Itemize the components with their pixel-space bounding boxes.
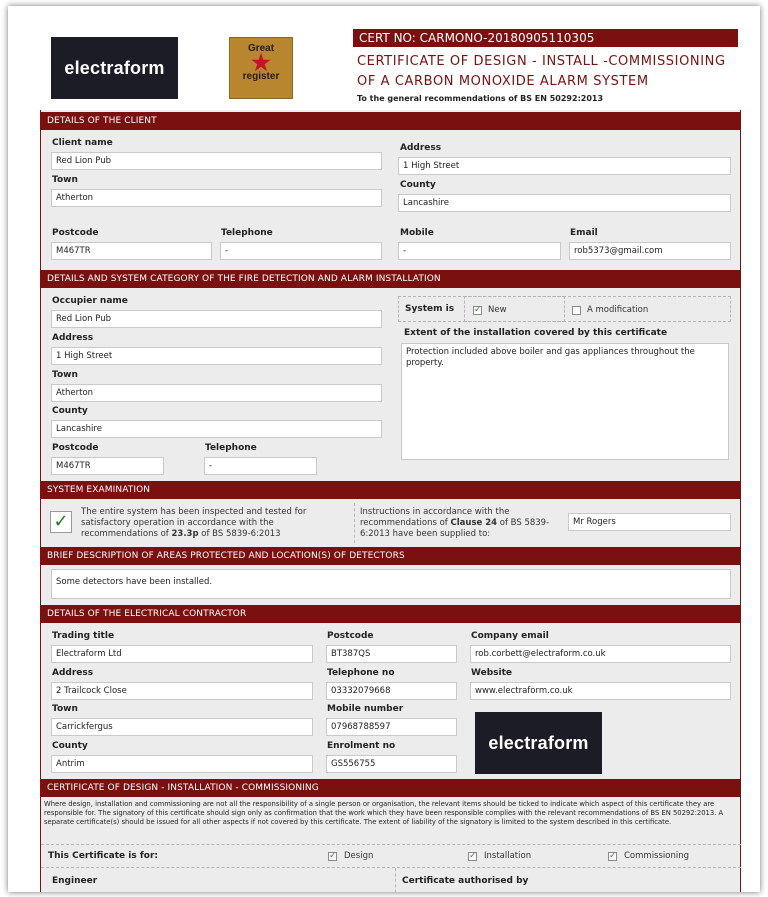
modification-checkbox[interactable] bbox=[572, 306, 581, 315]
contractor-email-label: Company email bbox=[471, 631, 549, 641]
modification-label: A modification bbox=[587, 305, 649, 315]
contractor-enrolment-field[interactable]: GS556755 bbox=[326, 755, 457, 773]
certificate-for-label: This Certificate is for: bbox=[48, 851, 158, 861]
inspection-text-b: of BS 5839-6:2013 bbox=[198, 529, 281, 539]
areas-description-field[interactable]: Some detectors have been installed. bbox=[51, 569, 731, 599]
section-examination-heading: SYSTEM EXAMINATION bbox=[40, 481, 741, 499]
inst-town-label: Town bbox=[52, 370, 78, 380]
contractor-county-field[interactable]: Antrim bbox=[51, 755, 313, 773]
contractor-postcode-field[interactable]: BT387QS bbox=[326, 645, 457, 663]
commissioning-checkbox[interactable]: ✓ bbox=[609, 851, 617, 861]
contractor-telephone-label: Telephone no bbox=[327, 668, 395, 678]
inst-postcode-field[interactable]: M467TR bbox=[51, 457, 164, 475]
contractor-email-field[interactable]: rob.corbett@electraform.co.uk bbox=[470, 645, 731, 663]
great-register-badge bbox=[229, 37, 293, 99]
client-telephone-field[interactable]: - bbox=[220, 242, 382, 260]
installation-label: Installation bbox=[484, 851, 532, 861]
inst-postcode-label: Postcode bbox=[52, 443, 99, 453]
contractor-town-label: Town bbox=[52, 704, 78, 714]
trading-field[interactable]: Electraform Ltd bbox=[51, 645, 313, 663]
section-client-heading: DETAILS OF THE CLIENT bbox=[40, 112, 741, 130]
instructions-statement bbox=[360, 507, 556, 540]
contractor-mobile-label: Mobile number bbox=[327, 704, 404, 714]
contractor-website-label: Website bbox=[471, 668, 513, 678]
star-icon: ★ bbox=[251, 50, 271, 75]
client-telephone-label: Telephone bbox=[221, 228, 273, 238]
occupier-label: Occupier name bbox=[52, 296, 128, 306]
inspection-checkbox[interactable]: ✓ bbox=[50, 511, 72, 533]
instructions-text-a: Instructions in accordance with the recommendations of bbox=[360, 507, 510, 528]
cert-subtitle: To the general recommendations of BS EN 50292:2013 bbox=[357, 94, 604, 103]
inspection-statement bbox=[81, 507, 351, 540]
section-contractor-heading: DETAILS OF THE ELECTRICAL CONTRACTOR bbox=[40, 605, 741, 623]
new-checkbox[interactable]: ✓ bbox=[474, 305, 482, 315]
certificate-page bbox=[8, 6, 760, 892]
cert-number: CERT NO: CARMONO-20180905110305 bbox=[353, 29, 738, 47]
section-certificate-heading: CERTIFICATE OF DESIGN - INSTALLATION - COMMISSIONING bbox=[40, 779, 741, 797]
client-town-label: Town bbox=[52, 175, 78, 185]
commissioning-label: Commissioning bbox=[624, 851, 690, 861]
inst-telephone-label: Telephone bbox=[205, 443, 257, 453]
design-label: Design bbox=[344, 851, 374, 861]
cert-title-line2: OF A CARBON MONOXIDE ALARM SYSTEM bbox=[357, 74, 649, 89]
client-mobile-field[interactable]: - bbox=[398, 242, 561, 260]
inst-address-field[interactable]: 1 High Street bbox=[51, 347, 382, 365]
inst-county-label: County bbox=[52, 406, 88, 416]
installation-checkbox[interactable]: ✓ bbox=[469, 851, 477, 861]
inst-county-field[interactable]: Lancashire bbox=[51, 420, 382, 438]
cert-title-line1: CERTIFICATE OF DESIGN - INSTALL -COMMISSIONING bbox=[357, 54, 726, 69]
contractor-website-field[interactable]: www.electraform.co.uk bbox=[470, 682, 731, 700]
design-checkbox[interactable]: ✓ bbox=[329, 851, 337, 861]
client-county-field[interactable]: Lancashire bbox=[398, 194, 731, 212]
authorised-label: Certificate authorised by bbox=[402, 876, 529, 886]
client-address-label: Address bbox=[400, 143, 442, 153]
client-address-field[interactable]: 1 High Street bbox=[398, 157, 731, 175]
inspection-clause: 23.3p bbox=[171, 529, 199, 539]
client-postcode-field[interactable]: M467TR bbox=[51, 242, 212, 260]
section-installation-heading: DETAILS AND SYSTEM CATEGORY OF THE FIRE DETECTION AND ALARM INSTALLATION bbox=[40, 270, 741, 288]
badge-line2: register bbox=[242, 71, 280, 82]
client-name-label: Client name bbox=[52, 138, 113, 148]
form-panel bbox=[40, 110, 741, 892]
inspection-text-a: The entire system has been inspected and tested for satisfactory operation in accordance with the recommendations of bbox=[81, 507, 307, 539]
certificate-paragraph: Where design, installation and commissioning are not all the responsibility of a single person or organisation, the relevant items should be ticked to indicate which aspect of this certificate they are responsible for. The signatory of this certificate should sign only as confirmation that the work which they have been responsible complies with the relevant recommendations of BS EN 50292:2013. A separate certificate(s) should be issued for all other aspects if not covered by this certificate. The extent of liability of the signatory is limited to the system described in this certificate. bbox=[44, 800, 724, 826]
supplied-to-field[interactable]: Mr Rogers bbox=[568, 513, 731, 531]
contractor-mobile-field[interactable]: 07968788597 bbox=[326, 718, 457, 736]
instructions-clause: Clause 24 bbox=[450, 518, 498, 528]
inst-telephone-field[interactable]: - bbox=[204, 457, 317, 475]
contractor-enrolment-label: Enrolment no bbox=[327, 741, 396, 751]
client-county-label: County bbox=[400, 180, 436, 190]
extent-label: Extent of the installation covered by this certificate bbox=[404, 328, 668, 338]
electraform-logo: electraform bbox=[51, 37, 178, 99]
contractor-address-label: Address bbox=[52, 668, 94, 678]
client-postcode-label: Postcode bbox=[52, 228, 99, 238]
inst-town-field[interactable]: Atherton bbox=[51, 384, 382, 402]
system-is-label: System is bbox=[405, 304, 455, 314]
engineer-label: Engineer bbox=[52, 876, 98, 886]
client-town-field[interactable]: Atherton bbox=[51, 189, 382, 207]
instructions-text-b: of BS 5839-6:2013 have been supplied to: bbox=[360, 518, 550, 539]
contractor-logo: electraform bbox=[475, 712, 602, 774]
trading-label: Trading title bbox=[52, 631, 115, 641]
client-email-label: Email bbox=[570, 228, 598, 238]
new-label: New bbox=[488, 305, 507, 315]
section-areas-heading: BRIEF DESCRIPTION OF AREAS PROTECTED AND LOCATION(S) OF DETECTORS bbox=[40, 547, 741, 565]
extent-field[interactable]: Protection included above boiler and gas appliances throughout the property. bbox=[401, 343, 729, 460]
client-mobile-label: Mobile bbox=[400, 228, 434, 238]
inst-address-label: Address bbox=[52, 333, 94, 343]
badge-line1: Great bbox=[247, 43, 275, 54]
client-email-field[interactable]: rob5373@gmail.com bbox=[569, 242, 731, 260]
contractor-address-field[interactable]: 2 Trailcock Close bbox=[51, 682, 313, 700]
signature-divider bbox=[395, 868, 396, 892]
occupier-field[interactable]: Red Lion Pub bbox=[51, 310, 382, 328]
contractor-telephone-field[interactable]: 03332079668 bbox=[326, 682, 457, 700]
contractor-county-label: County bbox=[52, 741, 88, 751]
contractor-postcode-label: Postcode bbox=[327, 631, 374, 641]
contractor-town-field[interactable]: Carrickfergus bbox=[51, 718, 313, 736]
client-name-field[interactable]: Red Lion Pub bbox=[51, 152, 382, 170]
